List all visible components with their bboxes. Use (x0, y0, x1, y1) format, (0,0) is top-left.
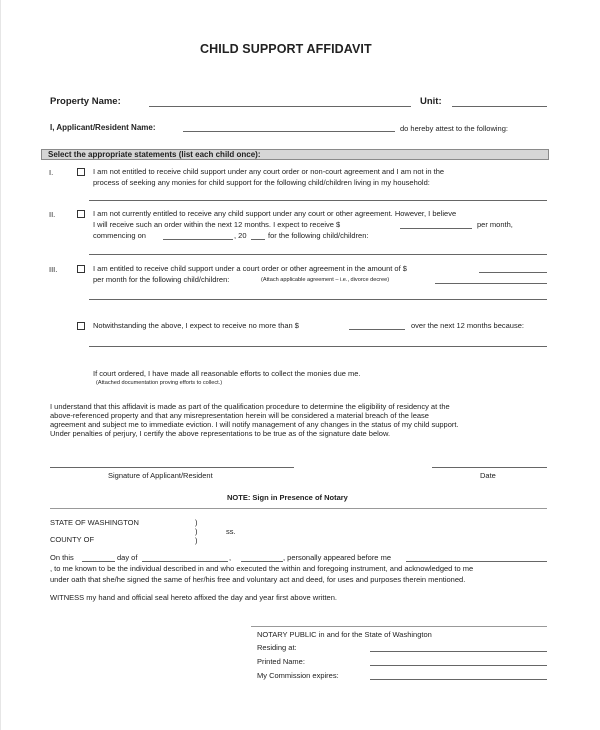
item-ii-checkbox[interactable] (77, 210, 85, 218)
ss-label: ss. (226, 527, 236, 536)
jurat-line-2: , to me known to be the individual described in and who executed the within and foregoing instrument, and acknowledged to me (50, 564, 474, 573)
brace-1: ) (195, 518, 198, 527)
item-ii-line3a: commencing on (93, 231, 146, 240)
jurat-line-3: under oath that she/he signed the same of her/his free and voluntary act and deed, for uses and purposes therein mentioned. (50, 575, 466, 584)
because-line[interactable] (89, 346, 547, 347)
county-label: COUNTY OF (50, 535, 95, 544)
day-line[interactable] (82, 561, 115, 562)
court-amount-line[interactable] (479, 272, 547, 273)
notary-block-rule (251, 626, 547, 627)
month-line[interactable] (142, 561, 228, 562)
appeared-text: , personally appeared before me (283, 553, 391, 562)
witness-text: WITNESS my hand and official seal hereto affixed the day and year first above written. (50, 593, 337, 602)
year-line[interactable] (251, 239, 265, 240)
section-header-text: Select the appropriate statements (list each child once): (48, 150, 261, 159)
property-name-label: Property Name: (50, 96, 121, 107)
item-ii-number: II. (49, 210, 56, 219)
residing-line[interactable] (370, 651, 547, 652)
unit-line[interactable] (452, 106, 547, 107)
court-ordered-line2: (Attached documentation proving efforts to collect.) (96, 380, 223, 386)
item-iii-line1: I am entitled to receive child support under a court order or other agreement in the amount of $ (93, 264, 407, 273)
understand-line-2: above-referenced property and that any misrepresentation herein will be considered a material breach of the lease (50, 411, 429, 420)
attest-text: do hereby attest to the following: (400, 124, 508, 133)
item-iii-attach-note: (Attach applicable agreement – i.e., divorce decree) (261, 277, 390, 283)
document-title: CHILD SUPPORT AFFIDAVIT (200, 42, 372, 56)
notary-public-label: NOTARY PUBLIC in and for the State of Washington (257, 630, 432, 639)
unit-label: Unit: (420, 96, 442, 107)
applicant-signature-line[interactable] (50, 467, 294, 468)
residing-label: Residing at: (257, 643, 297, 652)
item-i-line1: I am not entitled to receive child support under any court order or non-court agreement and I am not in the (93, 167, 445, 176)
section-header-bar (41, 149, 549, 160)
notwithstanding-text: Notwithstanding the above, I expect to receive no more than $ (93, 321, 299, 330)
notwithstanding-because: over the next 12 months because: (411, 321, 524, 330)
notwithstanding-checkbox[interactable] (77, 322, 85, 330)
item-iii-children-line-b[interactable] (89, 299, 547, 300)
item-i-checkbox[interactable] (77, 168, 85, 176)
signature-date-label: Date (480, 471, 496, 480)
appeared-name-line[interactable] (406, 561, 547, 562)
notary-divider (50, 508, 547, 509)
item-ii-line3b: , 20 (234, 231, 247, 240)
item-i-line2: process of seeking any monies for child support for the following child/children living in my household: (93, 178, 430, 187)
brace-3: ) (195, 536, 198, 545)
commencing-date-line[interactable] (163, 239, 233, 240)
understand-line-3: agreement and subject me to immediate eviction. I will notify management of any changes in the status of my child support. (50, 420, 459, 429)
item-i-children-line[interactable] (89, 200, 547, 201)
item-i-number: I. (49, 168, 54, 177)
item-ii-line2b: per month, (477, 220, 513, 229)
comma-1: , (229, 553, 232, 562)
property-name-line[interactable] (149, 106, 411, 107)
understand-line-1: I understand that this affidavit is made as part of the qualification procedure to determine the eligibility of residency at the (50, 402, 450, 411)
printed-name-label: Printed Name: (257, 657, 305, 666)
item-iii-children-line-a[interactable] (435, 283, 547, 284)
item-iii-number: III. (49, 265, 58, 274)
commission-line[interactable] (370, 679, 547, 680)
item-ii-line3c: for the following child/children: (268, 231, 369, 240)
applicant-name-line[interactable] (183, 131, 395, 132)
item-iii-checkbox[interactable] (77, 265, 85, 273)
day-of-label: day of (117, 553, 138, 562)
understand-line-4: Under penalties of perjury, I certify the above representations to be true as of the signature date below. (50, 429, 391, 438)
max-amount-line[interactable] (349, 329, 405, 330)
applicant-signature-label: Signature of Applicant/Resident (108, 471, 213, 480)
item-ii-line2a: I will receive such an order within the next 12 months. I expect to receive $ (93, 220, 341, 229)
state-label: STATE OF WASHINGTON (50, 518, 139, 527)
expected-amount-line[interactable] (400, 228, 472, 229)
item-ii-children-line[interactable] (89, 254, 547, 255)
on-this-label: On this (50, 553, 74, 562)
applicant-name-label: I, Applicant/Resident Name: (50, 123, 156, 132)
item-ii-line1: I am not currently entitled to receive any child support under any court or other agreement. However, I believe (93, 209, 457, 218)
court-ordered-line1: If court ordered, I have made all reasonable efforts to collect the monies due me. (93, 369, 361, 378)
brace-2: ) (195, 527, 198, 536)
printed-name-line[interactable] (370, 665, 547, 666)
notary-note: NOTE: Sign in Presence of Notary (227, 493, 348, 502)
commission-label: My Commission expires: (257, 671, 339, 680)
year-line-2[interactable] (241, 561, 283, 562)
signature-date-line[interactable] (432, 467, 547, 468)
item-iii-line2a: per month for the following child/children: (93, 275, 230, 284)
